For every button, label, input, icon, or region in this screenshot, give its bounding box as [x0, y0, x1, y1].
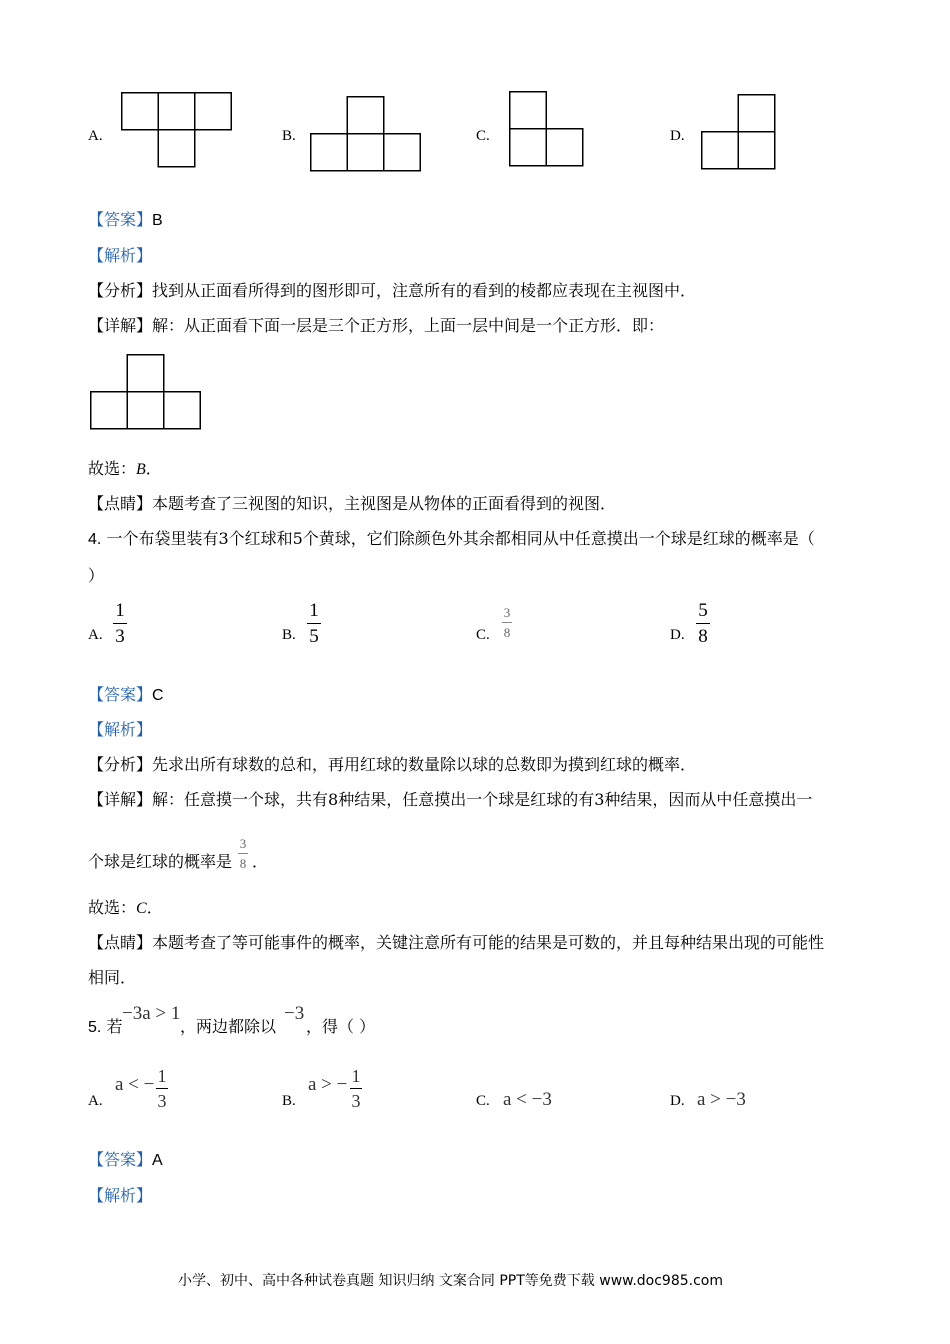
detail-tag: 【详解】 [88, 790, 153, 809]
net-shape-d-icon [701, 94, 777, 170]
fraction-denominator: 3 [115, 626, 125, 647]
fenxi-text: 找到从正面看所得到的图形即可，注意所有的看到的棱都应表现在主视图中． [152, 281, 697, 300]
q3-option-c-label: C. [476, 128, 490, 144]
q3-fenxi-line [88, 281, 696, 301]
q5-option-d-label: D. [670, 1093, 685, 1109]
q5-answer-line [88, 1150, 163, 1171]
stem-prefix: 若 [106, 1017, 123, 1036]
fenxi-text: 先求出所有球数的总和，再用红球的数量除以球的总数即为摸到红球的概率． [152, 755, 697, 774]
comment-text: 本题考查了等可能事件的概率，关键注意所有可能的结果是可数的，并且每种结果出现的可能性 [152, 933, 825, 952]
net-shape-a-icon [121, 92, 233, 168]
q4-option-c-label: C. [476, 627, 490, 643]
q4-stem-line2: ） [88, 566, 105, 585]
q5-option-c-label: C. [476, 1093, 490, 1109]
q5-stem-divisor: −3 [284, 1003, 305, 1024]
fraction-numerator: 1 [157, 1066, 167, 1086]
q4-conclusion-line [88, 898, 163, 919]
footer-link[interactable]: www.doc985.com [599, 1273, 723, 1289]
analysis-tag: 【解析】 [88, 1186, 153, 1205]
q4-option-b-label: B. [282, 627, 296, 643]
detail-text: 解：从正面看下面一层是三个正方形，上面一层中间是一个正方形．即： [152, 316, 665, 335]
fraction-bar [350, 1088, 362, 1089]
q4-fenxi-line [88, 755, 696, 775]
q4-analysis-line [88, 720, 152, 740]
fenxi-tag: 【分析】 [88, 281, 153, 300]
q4-option-d-label: D. [670, 627, 685, 643]
comment-text: 本题考查了三视图的知识，主视图是从物体的正面看得到的视图． [152, 494, 617, 513]
q4-option-a-fraction [113, 601, 127, 646]
fraction-numerator: 5 [698, 600, 708, 621]
net-shape-b-icon [310, 96, 422, 172]
fraction-denominator: 8 [503, 625, 511, 640]
fraction-numerator: 1 [351, 1066, 361, 1086]
fraction-denominator: 8 [239, 856, 247, 871]
q4-detail-line2-suffix: ． [252, 852, 269, 871]
q3-analysis-line [88, 246, 152, 266]
q4-option-c-fraction [502, 606, 512, 639]
fraction-bar [113, 623, 127, 624]
analysis-tag: 【解析】 [88, 246, 153, 265]
fraction-bar [696, 623, 710, 624]
footer-text: 小学、初中、高中各种试卷真题 知识归纳 文案合同 PPT等免费下载 [178, 1273, 595, 1289]
q3-option-b-label: B. [282, 128, 296, 144]
comment-tag: 【点睛】 [88, 494, 153, 513]
detail-text: 解：任意摸一个球，共有8种结果，任意摸出一个球是红球的有3种结果，因而从中任意摸出一 [152, 790, 813, 809]
q4-stem-line1 [88, 529, 815, 550]
fraction-bar [238, 853, 248, 854]
fraction-denominator: 5 [309, 626, 319, 647]
fraction-bar [156, 1088, 168, 1089]
analysis-tag: 【解析】 [88, 720, 153, 739]
fraction-numerator: 1 [309, 600, 319, 621]
q3-option-d-label: D. [670, 128, 685, 144]
fraction-numerator: 1 [115, 600, 125, 621]
q4-answer-line [88, 685, 164, 706]
question-number: 4. [88, 531, 102, 548]
answer-tag: 【答案】 [88, 685, 153, 704]
q5-option-a-expression: a < − [115, 1074, 155, 1095]
fraction-denominator: 3 [351, 1091, 361, 1111]
fraction-numerator: 3 [239, 836, 247, 851]
q3-conclusion-line [88, 459, 162, 480]
comment-tag: 【点睛】 [88, 933, 153, 952]
q4-comment-line2: 相同． [88, 968, 137, 987]
front-view-figure [90, 354, 202, 430]
q5-option-a-label: A. [88, 1093, 103, 1109]
detail-tag: 【详解】 [88, 316, 153, 335]
q4-detail-fraction [238, 837, 248, 870]
question-number: 5. [88, 1019, 102, 1036]
q4-option-b-fraction [307, 601, 321, 646]
conclusion-suffix: ． [146, 898, 163, 917]
question-stem: 一个布袋里装有3个红球和5个黄球，它们除颜色外其余都相同从中任意摸出一个球是红球的概率是（ [106, 529, 815, 548]
q5-stem-prefix [88, 1017, 122, 1038]
fraction-denominator: 8 [698, 626, 708, 647]
answer-value: B [152, 212, 163, 229]
answer-value: A [152, 1152, 163, 1169]
net-shape-c-icon [509, 91, 585, 167]
q5-option-a-fraction [156, 1067, 168, 1110]
fraction-bar [502, 622, 512, 623]
q5-option-b-label: B. [282, 1093, 296, 1109]
q3-answer-line [88, 210, 163, 231]
fraction-denominator: 3 [157, 1091, 167, 1111]
q4-option-d-fraction [696, 601, 710, 646]
fraction-numerator: 3 [503, 605, 511, 620]
q3-option-a-label: A. [88, 128, 103, 144]
q5-stem-mid: ，两边都除以 [180, 1017, 277, 1036]
conclusion-value: C [136, 900, 147, 917]
q5-stem-expression: −3a > 1 [122, 1003, 181, 1024]
q5-option-b-fraction [350, 1067, 362, 1110]
answer-tag: 【答案】 [88, 210, 153, 229]
q5-option-d-expression: a > −3 [697, 1089, 746, 1110]
answer-value: C [152, 687, 164, 704]
conclusion-prefix: 故选： [88, 898, 137, 917]
q5-option-b-expression: a > − [308, 1074, 348, 1095]
q5-option-c-expression: a < −3 [503, 1089, 552, 1110]
q3-detail-line [88, 316, 664, 336]
conclusion-value: B [136, 461, 146, 478]
detail-line2-prefix: 个球是红球的概率是 [88, 852, 233, 871]
fenxi-tag: 【分析】 [88, 755, 153, 774]
conclusion-prefix: 故选： [88, 459, 137, 478]
q4-detail-line [88, 790, 812, 810]
q3-comment-line [88, 494, 616, 514]
conclusion-suffix: ． [145, 459, 162, 478]
q4-detail-line2 [88, 852, 232, 872]
q5-stem-suffix: ，得（ ） [306, 1017, 376, 1036]
fraction-bar [307, 623, 321, 624]
q4-option-a-label: A. [88, 627, 103, 643]
q5-analysis-line [88, 1186, 152, 1206]
footer [178, 1270, 723, 1290]
answer-tag: 【答案】 [88, 1150, 153, 1169]
q4-comment-line1 [88, 933, 824, 953]
